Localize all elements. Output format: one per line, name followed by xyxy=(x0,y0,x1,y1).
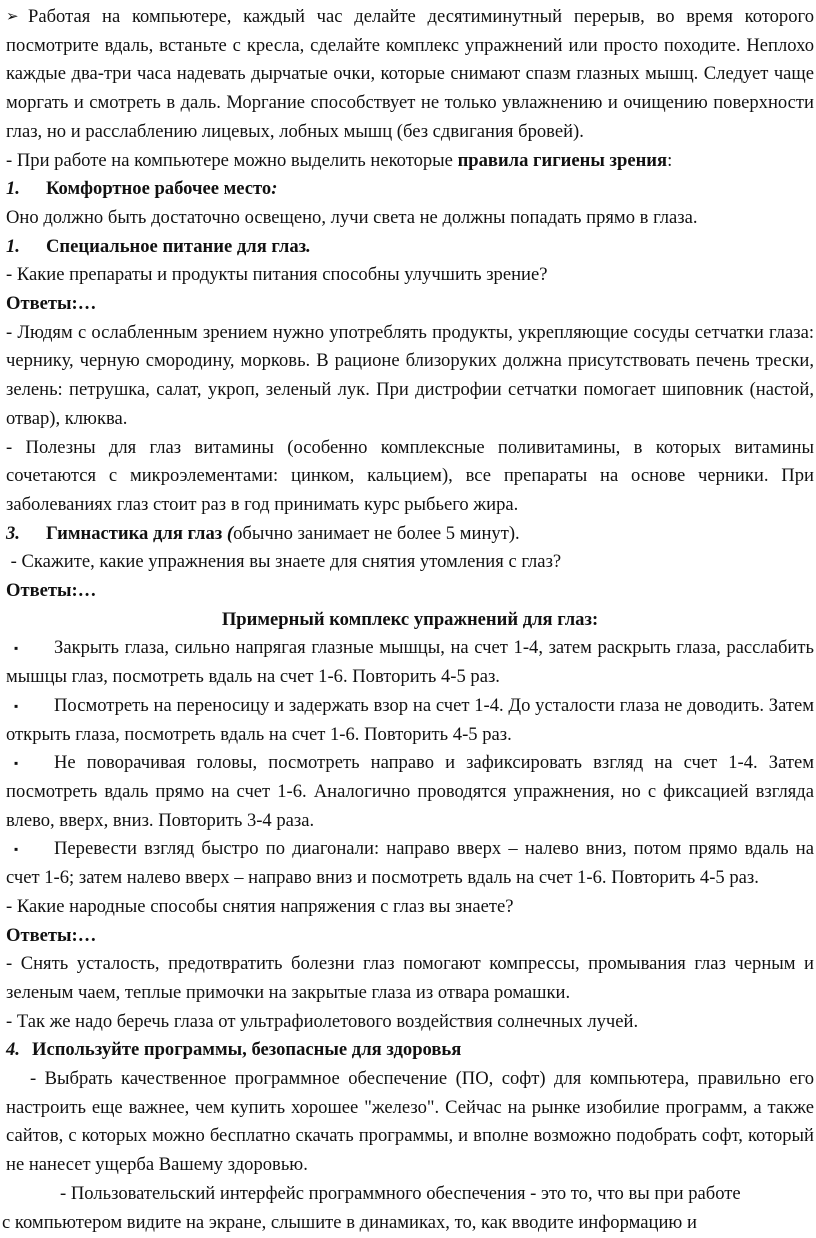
exercise-item xyxy=(6,692,814,749)
exercise-item xyxy=(6,835,814,892)
exercise-text: Посмотреть на переносицу и задержать взор на счет 1-4. До усталости глаза не доводить. Затем открыть глаза, посмотреть вдаль на счет 1-6. Повторить 4-5 раз. xyxy=(6,694,814,745)
section1-number: 1. xyxy=(6,178,20,200)
section2-answers-label: Ответы:… xyxy=(6,293,97,315)
section3-paren: ( xyxy=(226,522,234,544)
section2-answer-2: - Полезны для глаз витамины (особенно комплексные поливитамины, в которых витамины сочетаются с микроэлементами: цинком, кальцием), все препараты на основе черники. При заболеваниях глаз стоит раз в год принимать курс рыбьего жира. xyxy=(6,436,814,515)
folk-question: - Какие народные способы снятия напряжения с глаз вы знаете? xyxy=(6,895,514,917)
rules-intro-colon: : xyxy=(667,149,673,171)
square-bullet-icon: ▪ xyxy=(14,698,19,713)
section3-answers-label: Ответы:… xyxy=(6,580,97,602)
exercise-complex-title: Примерный комплекс упражнений для глаз: xyxy=(221,608,599,630)
break-advice-paragraph xyxy=(6,3,814,147)
rules-intro-text: - При работе на компьютере можно выделить некоторые xyxy=(6,149,458,171)
folk-answer-2: - Так же надо беречь глаза от ультрафиолетового воздействия солнечных лучей. xyxy=(6,1010,639,1032)
section1-heading xyxy=(6,175,814,204)
break-advice-text: Работая на компьютере, каждый час делайте десятиминутный перерыв, во время которого посмотрите вдаль, встаньте с кресла, сделайте комплекс упражнений или просто походите. Неплохо каждые два-три часа надевать дырчатые очки, которые снимают спазм глазных мышц. Следует чаще моргать и смотреть в даль. Моргание способствует не только увлажнению и очищению поверхности глаз, но и расслаблению лицевых, лобных мышц (без сдвигания бровей). xyxy=(6,6,814,142)
exercise-text: Закрыть глаза, сильно напрягая глазные мышцы, на счет 1-4, затем раскрыть глаза, расслабить мышцы глаз, посмотреть вдаль на счет 1-6. Повторить 4-5 раз. xyxy=(6,637,814,688)
rules-intro-bold: правила гигиены зрения xyxy=(457,149,668,171)
arrow-bullet-icon: ➢ xyxy=(6,9,19,25)
section4-text-1: - Выбрать качественное программное обеспечение (ПО, софт) для компьютера, правильно его настроить еще важнее, чем купить хорошее "железо". Сейчас на рынке изобилие программ, а также сайтов, с которых можно бесплатно скачать программы, и вполне возможно подобрать софт, который не нанесет ущерба Вашему здоровью. xyxy=(6,1068,814,1176)
section3-title: Гимнастика для глаз xyxy=(46,522,223,544)
section4-title: Используйте программы, безопасные для здоровья xyxy=(32,1039,462,1061)
section3-note: обычно занимает не более 5 минут). xyxy=(233,522,520,544)
section3-heading xyxy=(6,520,814,549)
section2-title-end: . xyxy=(306,235,311,257)
section2-heading xyxy=(6,233,814,262)
exercise-text: Перевести взгляд быстро по диагонали: направо вверх – налево вниз, потом прямо вдаль на счет 1-6; затем налево вверх – направо вниз и посмотреть вдаль на счет 1-6. Повторить 4-5 раз. xyxy=(6,838,814,889)
section1-text: Оно должно быть достаточно освещено, лучи света не должны попадать прямо в глаза. xyxy=(6,206,698,228)
folk-answer-1: - Снять усталость, предотвратить болезни глаз помогают компрессы, промывания глаз черным и зеленым чаем, теплые примочки на закрытые глаза из отвара ромашки. xyxy=(6,953,814,1003)
square-bullet-icon: ▪ xyxy=(14,756,19,771)
rules-intro xyxy=(6,147,814,176)
section2-answer-1: - Людям с ослабленным зрением нужно употреблять продукты, укрепляющие сосуды сетчатки глаза: чернику, черную смородину, морковь. В рационе близоруких должна присутствовать печень трески, зелень: петрушка, салат, укроп, зеленый лук. При дистрофии сетчатки помогает шиповник (настой, отвар), клюква. xyxy=(6,321,814,429)
section1-title: Комфортное рабочее место xyxy=(46,178,272,200)
section4-text-2-continued: с компьютером видите на экране, слышите в динамиках, то, как вводите информацию и xyxy=(2,1211,697,1233)
section3-number: 3. xyxy=(6,522,20,544)
section2-question: - Какие препараты и продукты питания способны улучшить зрение? xyxy=(6,264,548,286)
exercise-item xyxy=(6,634,814,691)
section4-number: 4. xyxy=(6,1039,20,1061)
square-bullet-icon: ▪ xyxy=(14,842,19,857)
exercise-item xyxy=(6,749,814,835)
square-bullet-icon: ▪ xyxy=(14,641,19,656)
section4-heading xyxy=(6,1036,814,1065)
section3-question: - Скажите, какие упражнения вы знаете для снятия утомления с глаз? xyxy=(6,551,562,573)
folk-answers-label: Ответы:… xyxy=(6,924,97,946)
section4-text-2: - Пользовательский интерфейс программного обеспечения - это то, что вы при работе xyxy=(60,1182,741,1204)
section2-title: Специальное питание для глаз xyxy=(46,235,307,257)
section2-number: 1. xyxy=(6,235,20,257)
exercise-text: Не поворачивая головы, посмотреть направо и зафиксировать взгляд на счет 1-4. Затем посмотреть вдаль прямо на счет 1-6. Аналогично проводятся упражнения, но с фиксацией взгляда влево, вверх, вниз. Повторить 3-4 раза. xyxy=(6,752,814,831)
section1-title-end: : xyxy=(271,178,278,200)
